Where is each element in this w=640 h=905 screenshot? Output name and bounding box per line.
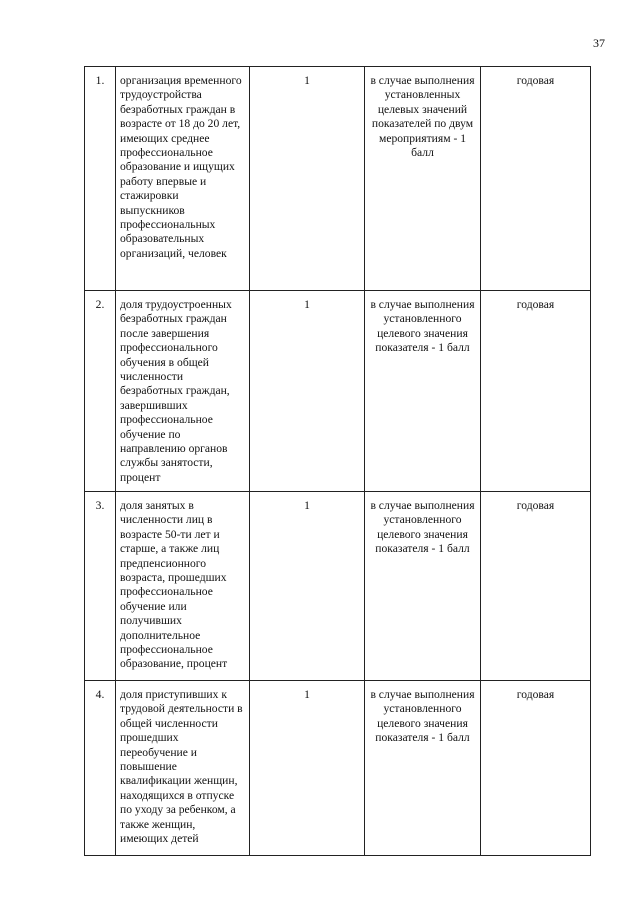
table-row [85, 681, 591, 856]
page-number: 37 [593, 36, 605, 50]
reporting-period: годовая [481, 291, 591, 492]
indicator-weight: 1 [250, 67, 365, 291]
indicator-name: организация временного трудоустройства безработных граждан в возрасте от 18 до 20 лет, имеющих среднее профессиональное образование и ищущих работу впервые и стажировки выпускников профессиональных образовательных организаций, человек [116, 67, 250, 291]
row-number: 2. [85, 291, 116, 492]
scoring-rule: в случае выполнения установленного целевого значения показателя - 1 балл [365, 492, 481, 681]
table-row [85, 67, 591, 291]
criteria-table [84, 66, 591, 856]
reporting-period: годовая [481, 67, 591, 291]
row-number: 1. [85, 67, 116, 291]
table-row [85, 492, 591, 681]
indicator-name: доля трудоустроенных безработных граждан после завершения профессионального обучения в общей численности безработных граждан, завершивших профессиональное обучение по направлению органов службы занятости, процент [116, 291, 250, 492]
table-row [85, 291, 591, 492]
scoring-rule: в случае выполнения установленных целевых значений показателей по двум мероприятиям - 1 балл [365, 67, 481, 291]
reporting-period: годовая [481, 492, 591, 681]
row-number: 3. [85, 492, 116, 681]
reporting-period: годовая [481, 681, 591, 856]
indicator-weight: 1 [250, 492, 365, 681]
indicator-weight: 1 [250, 291, 365, 492]
scoring-rule: в случае выполнения установленного целевого значения показателя - 1 балл [365, 681, 481, 856]
scoring-rule: в случае выполнения установленного целевого значения показателя - 1 балл [365, 291, 481, 492]
indicator-weight: 1 [250, 681, 365, 856]
indicator-name: доля приступивших к трудовой деятельности в общей численности прошедших переобучение и повышение квалификации женщин, находящихся в отпуске по уходу за ребенком, а также женщин, имеющих детей [116, 681, 250, 856]
row-number: 4. [85, 681, 116, 856]
indicator-name: доля занятых в численности лиц в возрасте 50-ти лет и старше, а также лиц предпенсионного возраста, прошедших профессиональное обучение или получивших дополнительное профессиональное образование, процент [116, 492, 250, 681]
